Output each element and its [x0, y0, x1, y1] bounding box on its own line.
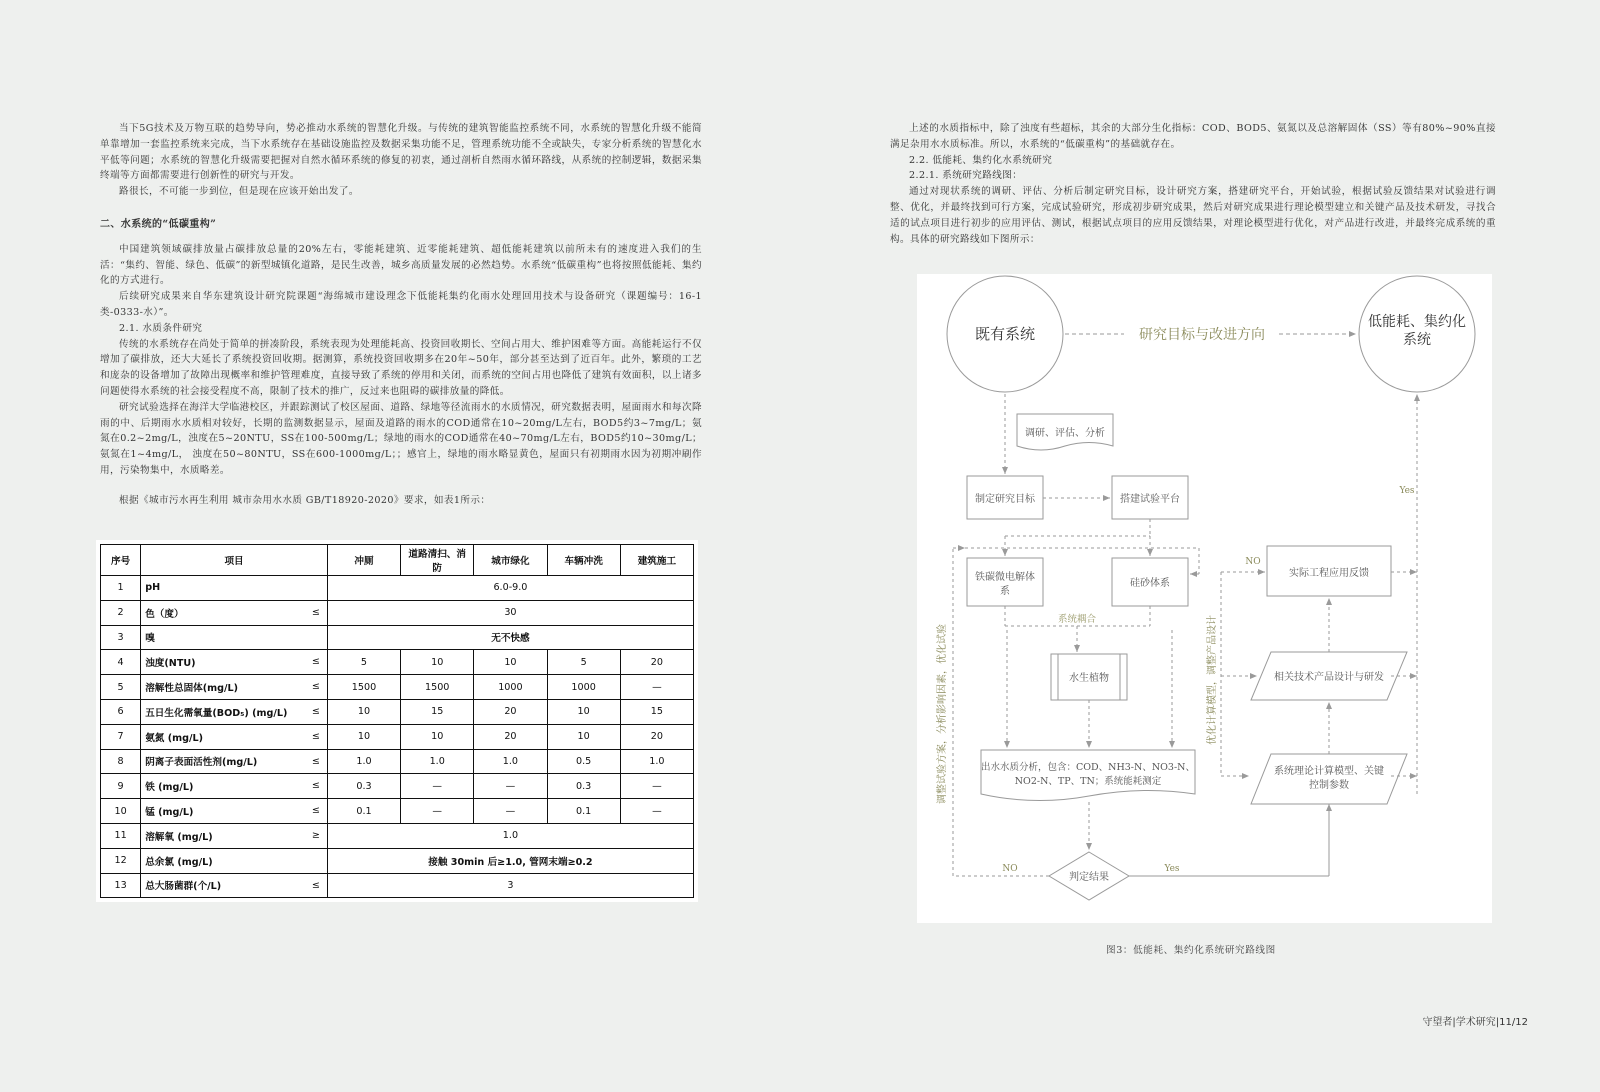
value-cell: 10	[401, 724, 474, 749]
merged-value-cell: 1.0	[327, 823, 693, 848]
value-cell: 10	[474, 650, 547, 675]
table-row	[101, 675, 694, 700]
value-cell: 10	[547, 699, 620, 724]
table-row	[101, 650, 694, 675]
item-name: 浊度(NTU)	[145, 658, 196, 670]
page-footer: 守望者|学术研究|11/12	[1422, 1017, 1528, 1028]
value-cell: 1.0	[620, 749, 693, 774]
table-row	[101, 724, 694, 749]
row-number-cell: 8	[101, 749, 141, 774]
value-cell: —	[620, 675, 693, 700]
value-cell: —	[401, 774, 474, 799]
value-cell: 1500	[401, 675, 474, 700]
section-title: 二、水系统的“低碳重构”	[100, 218, 217, 230]
row-number-cell: 2	[101, 600, 141, 625]
row-number-cell: 7	[101, 724, 141, 749]
flowchart-svg	[917, 274, 1492, 923]
value-cell: 10	[547, 724, 620, 749]
table-row	[101, 799, 694, 824]
row-number-cell: 11	[101, 823, 141, 848]
item-name-cell	[141, 576, 328, 601]
item-name: 总余氯 (mg/L)	[145, 856, 213, 868]
analysis-label-1: 出水水质分析，包含：COD、NH3-N、NO3-N、	[980, 762, 1196, 773]
merged-value-cell: 3	[327, 873, 693, 898]
value-cell: 1500	[327, 675, 400, 700]
value-cell: 0.3	[327, 774, 400, 799]
platform-label: 搭建试验平台	[1120, 494, 1180, 505]
comparison-symbol: ≤	[311, 780, 320, 792]
survey-label: 调研、评估、分析	[1025, 428, 1105, 439]
item-name-cell	[141, 848, 328, 873]
paragraph: 通过对现状系统的调研、评估、分析后制定研究目标，设计研究方案，搭建研究平台，开始试验，根据试验反馈结果对试验进行调整、优化，并最终找到可行方案，完成试验研究，形成初步研究成果，然后对研究成果进行理论模型建立和关键产品及技术研发，寻找合适的试点项目进行初步的应用评估、测试，根据试点项目的应用反馈结果，对理论模型进行优化，对产品进行改进，并最终完成系统的重构。具体的研究路线如下图所示：	[890, 186, 1496, 245]
value-cell: 20	[474, 724, 547, 749]
paragraph: 研究试验选择在海洋大学临港校区，并跟踪测试了校区屋面、道路、绿地等径流雨水的水质情况，研究数据表明，屋面雨水和每次降雨的中、后期雨水水质相对较好，长期的监测数据显示，屋面及道路的雨水的COD通常在10~20mg/L左右，BOD5约3~7mg/L；氨氮在0.2~2mg/L，浊度在5~20NTU，SS在100-500mg/L；绿地的雨水的COD通常在40~70mg/L左右，BOD5约10~30mg/L；氨氮在1~4mg/L， 浊度在50~80NTU，SS在600-1000mg/L；；感官上，绿地的雨水略显黄色，屋面只有初期雨水因为初期冲刷作用，污染物集中，水质略差。	[100, 401, 702, 476]
model-label-2: 控制参数	[1309, 780, 1349, 791]
right-column	[890, 121, 1496, 247]
left-column	[100, 121, 702, 509]
comparison-symbol: ≤	[311, 755, 320, 767]
value-cell: 15	[401, 699, 474, 724]
item-name: pH	[145, 582, 161, 594]
coupling-label: 系统耦合	[1057, 614, 1097, 625]
value-cell: 1000	[547, 675, 620, 700]
item-name: 锰 (mg/L)	[145, 807, 194, 819]
row-number-cell: 13	[101, 873, 141, 898]
row-number-cell: 6	[101, 699, 141, 724]
item-name: 阴离子表面活性剂(mg/L)	[145, 757, 258, 769]
value-cell: —	[401, 799, 474, 824]
item-name: 溶解性总固体(mg/L)	[145, 683, 239, 695]
paragraph: 传统的水系统存在尚处于简单的拼凑阶段，系统表现为处理能耗高、投资回收期长、空间占用大、维护困难等方面。高能耗运行不仅增加了碳排放，还大大延长了系统投资回收期。据测算，系统投资回收期多在20年~50年，部分甚至达到了近百年。此外，繁琐的工艺和庞杂的设备增加了故障出现概率和维护管理难度，直接导致了系统的停用和关闭，而系统的空间占用也降低了建筑有效面积，以上诸多问题使得水系统的社会接受程度不高，限制了技术的推广，反过来也阻碍的碳排放量的降低。	[100, 338, 702, 397]
item-name-cell	[141, 724, 328, 749]
table-header-row	[101, 545, 694, 576]
value-cell: 0.1	[327, 799, 400, 824]
merged-value-cell: 无不快感	[327, 625, 693, 650]
item-name-cell	[141, 675, 328, 700]
table-header-cell: 冲厕	[327, 545, 400, 576]
comparison-symbol: ≤	[311, 805, 320, 817]
comparison-symbol: ≤	[311, 730, 320, 742]
item-name: 铁 (mg/L)	[145, 782, 194, 794]
item-name: 总大肠菌群(个/L)	[145, 881, 222, 893]
target-system-label-2: 系统	[1403, 332, 1431, 348]
item-name: 溶解氧 (mg/L)	[145, 831, 213, 843]
product-label: 相关技术产品设计与研发	[1274, 672, 1384, 683]
table-row	[101, 873, 694, 898]
table-row	[101, 848, 694, 873]
value-cell: 0.5	[547, 749, 620, 774]
research-route-flowchart	[917, 274, 1492, 923]
table-row	[101, 576, 694, 601]
value-cell: —	[474, 774, 547, 799]
item-name: 嗅	[145, 633, 155, 645]
value-cell: 5	[327, 650, 400, 675]
subsection-title: 2.1. 水质条件研究	[119, 322, 203, 334]
table-header-cell: 项目	[141, 545, 328, 576]
row-number-cell: 5	[101, 675, 141, 700]
comparison-symbol: ≤	[311, 879, 320, 891]
aquatic-plants-label: 水生植物	[1069, 673, 1109, 684]
table-row	[101, 774, 694, 799]
subsection-title: 2.2. 低能耗、集约化水系统研究	[909, 154, 1053, 166]
paragraph: 路很长，不可能一步到位，但是现在应该开始出发了。	[119, 186, 359, 198]
table-row	[101, 625, 694, 650]
comparison-symbol: ≥	[311, 829, 320, 841]
item-name-cell	[141, 774, 328, 799]
value-cell: 1000	[474, 675, 547, 700]
table-row	[101, 600, 694, 625]
model-parallelogram	[1251, 754, 1407, 804]
water-quality-table	[100, 544, 694, 898]
value-cell: —	[620, 774, 693, 799]
value-cell: 5	[547, 650, 620, 675]
merged-value-cell: 30	[327, 600, 693, 625]
table-header-cell: 车辆冲洗	[547, 545, 620, 576]
item-name: 氨氮 (mg/L)	[145, 732, 203, 744]
item-name-cell	[141, 749, 328, 774]
item-name: 色（度）	[145, 608, 184, 620]
paragraph: 后续研究成果来自华东建筑设计研究院课题“海绵城市建设理念下低能耗集约化雨水处理回用技术与设备研究（课题编号：16-1类-0333-水）”。	[100, 291, 702, 318]
feedback-label: 实际工程应用反馈	[1289, 568, 1369, 579]
top-arrow-label: 研究目标与改进方向	[1139, 327, 1265, 343]
paragraph: 上述的水质指标中，除了浊度有些超标，其余的大部分生化指标：COD、BOD5、氨氮以及总溶解固体（SS）等有80%~90%直接满足杂用水水质标准。所以，水系统的“低碳重构”的基础就存在。	[890, 123, 1496, 150]
merged-value-cell: 接触 30min 后≥1.0, 管网末端≥0.2	[327, 848, 693, 873]
value-cell: 20	[474, 699, 547, 724]
value-cell: 10	[401, 650, 474, 675]
value-cell: 10	[327, 724, 400, 749]
yes-right-label: Yes	[1399, 486, 1415, 496]
table-header-cell: 道路清扫、消防	[401, 545, 474, 576]
iron-carbon-label-2: 系	[1000, 586, 1010, 597]
model-label-1: 系统理论计算模型、关键	[1274, 766, 1384, 777]
left-vertical-label: 调整试验方案，分析影响因素，优化试验	[937, 624, 948, 804]
goal-label: 制定研究目标	[975, 494, 1035, 505]
item-name-cell	[141, 625, 328, 650]
row-number-cell: 4	[101, 650, 141, 675]
silica-sand-label: 硅砂体系	[1130, 578, 1170, 589]
analysis-label-2: NO2-N、TP、TN；系统能耗测定	[1014, 776, 1162, 787]
comparison-symbol: ≤	[311, 606, 320, 618]
table-header-cell: 建筑施工	[620, 545, 693, 576]
item-name-cell	[141, 699, 328, 724]
yes-bottom-label: Yes	[1164, 864, 1180, 874]
value-cell: 15	[620, 699, 693, 724]
row-number-cell: 9	[101, 774, 141, 799]
subsection-title: 2.2.1. 系统研究路线图：	[909, 170, 1023, 182]
table-header-cell: 序号	[101, 545, 141, 576]
paragraph: 根据《城市污水再生利用 城市杂用水水质 GB/T18920-2020》要求，如表1所示：	[119, 494, 491, 506]
paragraph: 当下5G技术及万物互联的趋势导向，势必推动水系统的智慧化升级。与传统的建筑智能监控系统不同，水系统的智慧化升级不能简单靠增加一套监控系统来完成，当下水系统存在基础设施监控及数据采集功能不足，管理系统功能不全或缺失，专家分析系统的智慧化水平低等问题；水系统的智慧化升级需要把握对自然水循环系统的修复的初衷，通过剖析自然雨水循环路线，从系统的控制逻辑，数据采集终端等方面都需要进行创新性的研究与开发。	[100, 123, 702, 182]
value-cell: 0.3	[547, 774, 620, 799]
value-cell: 1.0	[327, 749, 400, 774]
right-vertical-label: 优化计算模型，调整产品设计	[1207, 615, 1218, 745]
value-cell: —	[474, 799, 547, 824]
value-cell: 10	[327, 699, 400, 724]
value-cell: 1.0	[401, 749, 474, 774]
row-number-cell: 12	[101, 848, 141, 873]
merged-value-cell: 6.0-9.0	[327, 576, 693, 601]
item-name-cell	[141, 600, 328, 625]
table-body	[101, 576, 694, 898]
item-name-cell	[141, 823, 328, 848]
item-name-cell	[141, 650, 328, 675]
table-row	[101, 823, 694, 848]
table-header-cell: 城市绿化	[474, 545, 547, 576]
judge-label: 判定结果	[1069, 872, 1109, 883]
item-name-cell	[141, 799, 328, 824]
value-cell: —	[620, 799, 693, 824]
paragraph: 中国建筑领域碳排放量占碳排放总量的20%左右，零能耗建筑、近零能耗建筑、超低能耗建筑以前所未有的速度进入我们的生活：“集约、智能、绿色、低碳”的新型城镇化道路，是民生改善，城乡高质量发展的必然趋势。水系统“低碳重构”也将按照低能耗、集约化的方式进行。	[100, 243, 702, 287]
row-number-cell: 3	[101, 625, 141, 650]
table-row	[101, 699, 694, 724]
target-system-label-1: 低能耗、集约化	[1368, 314, 1466, 330]
value-cell: 1.0	[474, 749, 547, 774]
value-cell: 20	[620, 650, 693, 675]
value-cell: 20	[620, 724, 693, 749]
no-left-label: NO	[1002, 864, 1018, 874]
comparison-symbol: ≤	[311, 681, 320, 693]
row-number-cell: 10	[101, 799, 141, 824]
comparison-symbol: ≤	[311, 656, 320, 668]
row-number-cell: 1	[101, 576, 141, 601]
iron-carbon-label-1: 铁碳微电解体	[975, 572, 1035, 583]
figure-caption: 图3：低能耗、集约化系统研究路线图	[1106, 945, 1276, 956]
no-right-label: NO	[1245, 557, 1261, 567]
value-cell: 0.1	[547, 799, 620, 824]
table-row	[101, 749, 694, 774]
item-name: 五日生化需氧量(BOD₅) (mg/L)	[145, 707, 288, 719]
existing-system-label: 既有系统	[974, 325, 1036, 343]
comparison-symbol: ≤	[311, 705, 320, 717]
item-name-cell	[141, 873, 328, 898]
